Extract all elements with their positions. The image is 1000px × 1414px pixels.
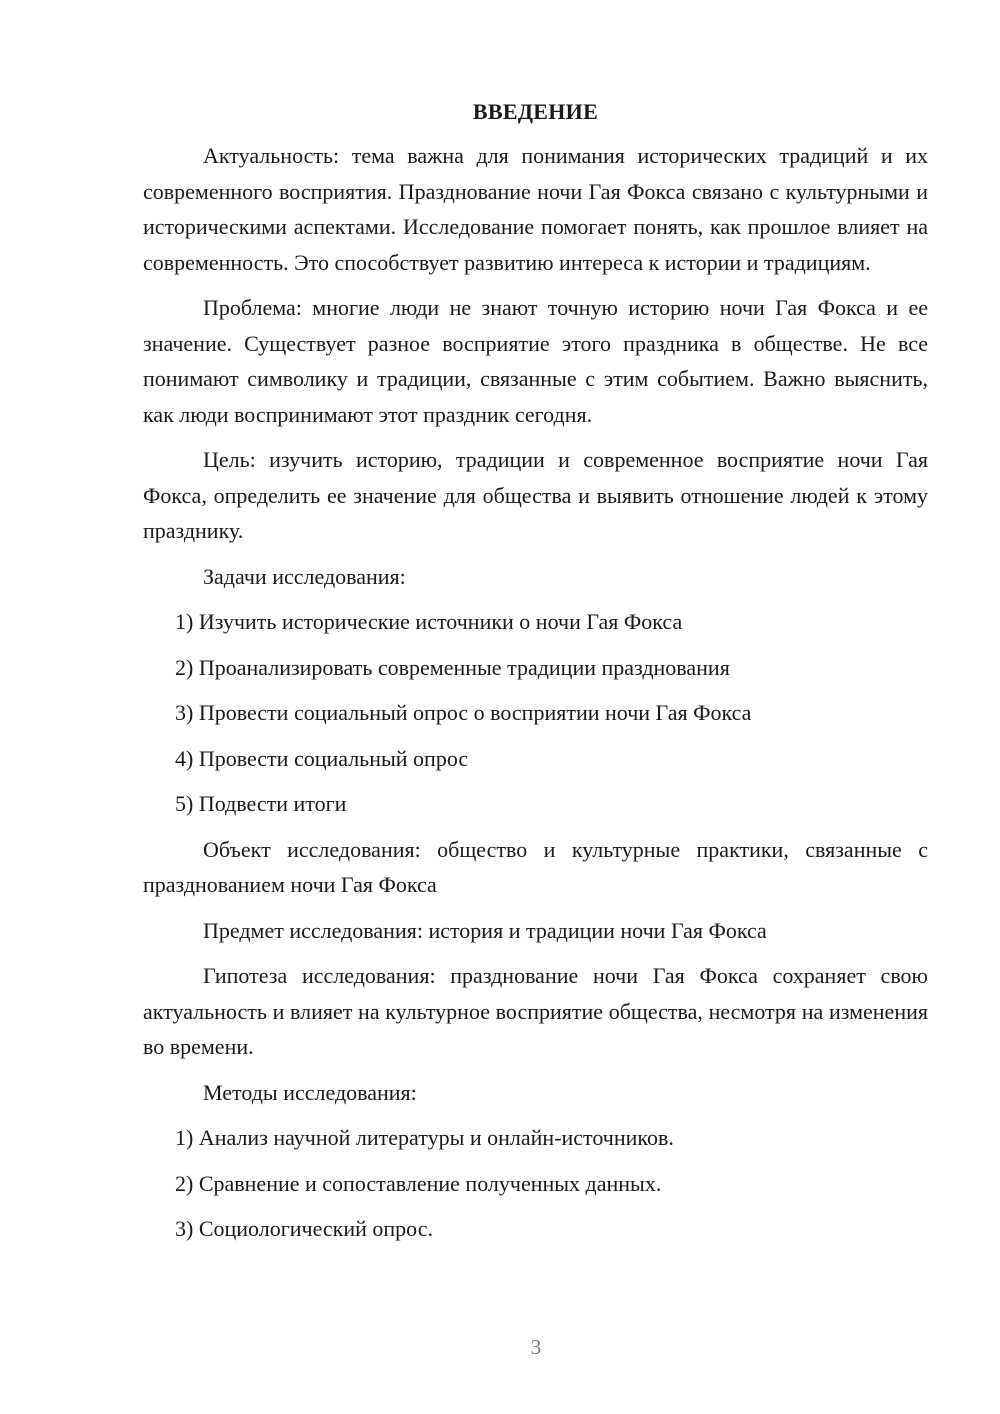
method-item: 2) Сравнение и сопоставление полученных данных.: [175, 1170, 662, 1196]
page-content: [143, 96, 928, 1257]
methods-heading: Методы исследования:: [203, 1079, 417, 1105]
object-paragraph: Объект исследования: общество и культурные практики, связанные с празднованием ночи Гая Фокса: [143, 836, 928, 897]
tasks-heading: Задачи исследования:: [203, 563, 406, 589]
section-title: ВВЕДЕНИЕ: [472, 99, 599, 124]
goal-paragraph: Цель: изучить историю, традиции и современное восприятие ночи Гая Фокса, определить ее значение для общества и выявить отношение людей к этому празднику.: [143, 447, 928, 543]
tasks-list: [143, 604, 928, 822]
task-item: 3) Провести социальный опрос о восприятии ночи Гая Фокса: [175, 700, 752, 725]
task-item: 5) Подвести итоги: [175, 791, 347, 816]
method-item: 1) Анализ научной литературы и онлайн-источников.: [175, 1125, 674, 1150]
task-item: 4) Провести социальный опрос: [175, 745, 469, 771]
relevance-paragraph: Актуальность: тема важна для понимания исторических традиций и их современного восприятия. Празднование ночи Гая Фокса связано с культурными и историческими аспектами. Исследование помогает понять, как прошлое влияет на современность. Это способствует развитию интереса к истории и традициям.: [143, 143, 928, 275]
problem-paragraph: Проблема: многие люди не знают точную историю ночи Гая Фокса и ее значение. Существует разное восприятие этого праздника в обществе. Не все понимают символику и традиции, связанные с этим событием. Важно выяснить, как люди воспринимают этот праздник сегодня.: [143, 295, 928, 427]
task-item: 2) Проанализировать современные традиции празднования: [175, 654, 730, 680]
subject-paragraph: Предмет исследования: история и традиции ночи Гая Фокса: [203, 917, 767, 943]
methods-list: [143, 1120, 928, 1247]
page-number: 3: [530, 1335, 542, 1359]
hypothesis-paragraph: Гипотеза исследования: празднование ночи Гая Фокса сохраняет свою актуальность и влияет на культурное восприятие общества, несмотря на изменения во времени.: [143, 963, 928, 1059]
task-item: 1) Изучить исторические источники о ночи Гая Фокса: [175, 609, 683, 634]
method-item: 3) Социологический опрос.: [175, 1216, 433, 1241]
